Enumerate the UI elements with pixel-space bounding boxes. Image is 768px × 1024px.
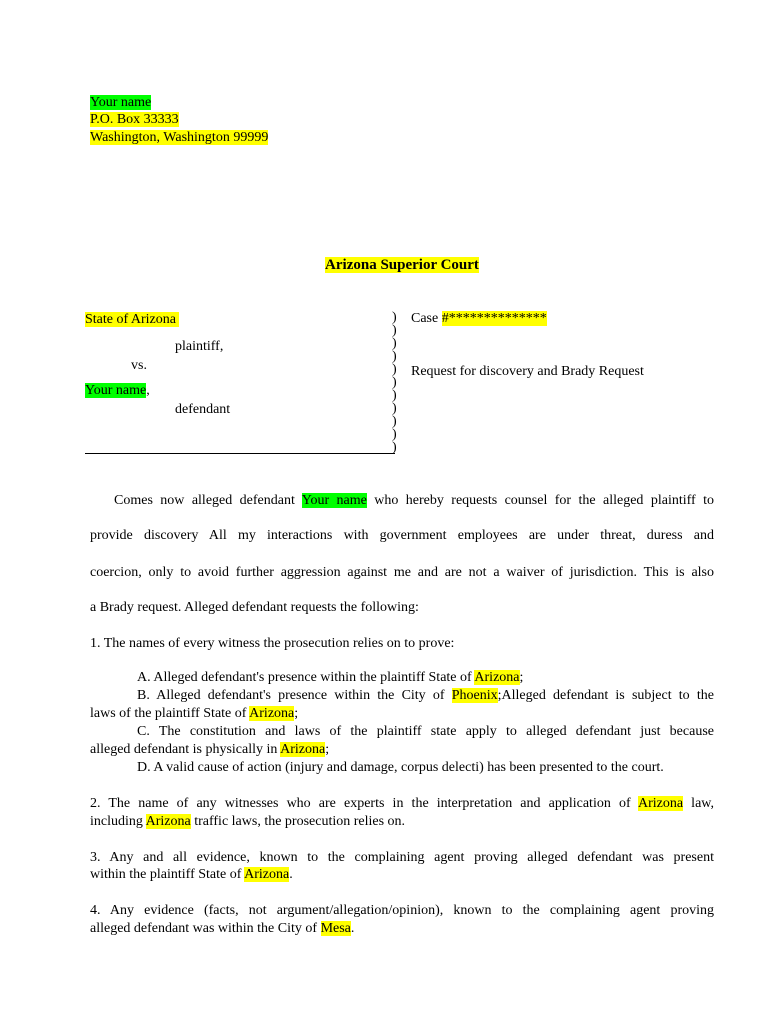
item-1d: D. A valid cause of action (injury and damage, corpus delecti) has been presented to the court. bbox=[137, 760, 664, 775]
item-1b-line-1: B. Alleged defendant's presence within the City of Phoenix;Alleged defendant is subject to the bbox=[137, 688, 714, 703]
intro-line-4: a Brady request. Alleged defendant requests the following: bbox=[90, 600, 419, 615]
intro-defendant-name: Your name bbox=[301, 493, 367, 508]
item-2-line-1: 2. The name of any witnesses who are experts in the interpretation and application of Arizona law, bbox=[90, 796, 714, 811]
plaintiff-name: State of Arizona bbox=[85, 312, 176, 327]
item-3-line-1: 3. Any and all evidence, known to the complaining agent proving alleged defendant was present bbox=[90, 850, 714, 865]
caption-parenthesis-column: ) ) ) ) ) ) ) ) ) ) ) bbox=[392, 310, 397, 455]
intro-line-1: Comes now alleged defendant Your name who hereby requests counsel for the alleged plaintiff to bbox=[114, 493, 714, 508]
plaintiff-role: plaintiff, bbox=[175, 339, 224, 354]
sender-po-box-line bbox=[90, 111, 179, 128]
item-1b-line-2: laws of the plaintiff State of Arizona; bbox=[90, 706, 299, 721]
item-4-line-1: 4. Any evidence (facts, not argument/allegation/opinion), known to the complaining agent proving bbox=[90, 903, 714, 918]
plaintiff-name-line bbox=[85, 311, 179, 328]
case-label: Case bbox=[411, 311, 442, 326]
court-title: Arizona Superior Court bbox=[325, 257, 479, 273]
case-number-line bbox=[411, 310, 547, 327]
versus: vs. bbox=[131, 358, 147, 373]
item-2-line-2: including Arizona traffic laws, the prosecution relies on. bbox=[90, 814, 406, 829]
item-1a: A. Alleged defendant's presence within the plaintiff State of Arizona; bbox=[137, 670, 524, 685]
intro-line-2: provide discovery All my interactions with government employees are under threat, duress and bbox=[90, 528, 714, 543]
item-1c-line-2: alleged defendant is physically in Arizona; bbox=[90, 742, 330, 757]
item-1c-line-1: C. The constitution and laws of the plaintiff state apply to alleged defendant just because bbox=[137, 724, 714, 739]
sender-po-box: P.O. Box 33333 bbox=[90, 112, 179, 127]
defendant-name: Your name bbox=[85, 383, 147, 398]
court-title-line bbox=[0, 256, 768, 274]
defendant-role: defendant bbox=[175, 402, 231, 417]
item-3-line-2: within the plaintiff State of Arizona. bbox=[90, 867, 293, 882]
sender-name: Your name bbox=[90, 95, 152, 110]
intro-line-3: coercion, only to avoid further aggression against me and are not a waiver of jurisdiction. This is also bbox=[90, 565, 714, 580]
case-number: #************** bbox=[441, 311, 547, 326]
sender-city-line bbox=[90, 129, 268, 146]
caption-rule bbox=[85, 453, 395, 454]
sender-city: Washington, Washington 99999 bbox=[90, 130, 269, 145]
request-title: Request for discovery and Brady Request bbox=[411, 364, 644, 379]
sender-name-line bbox=[90, 94, 151, 111]
defendant-name-line: Your name, bbox=[85, 383, 150, 398]
item-1-heading: 1. The names of every witness the prosecution relies on to prove: bbox=[90, 636, 455, 651]
item-4-line-2: alleged defendant was within the City of Mesa. bbox=[90, 921, 355, 936]
